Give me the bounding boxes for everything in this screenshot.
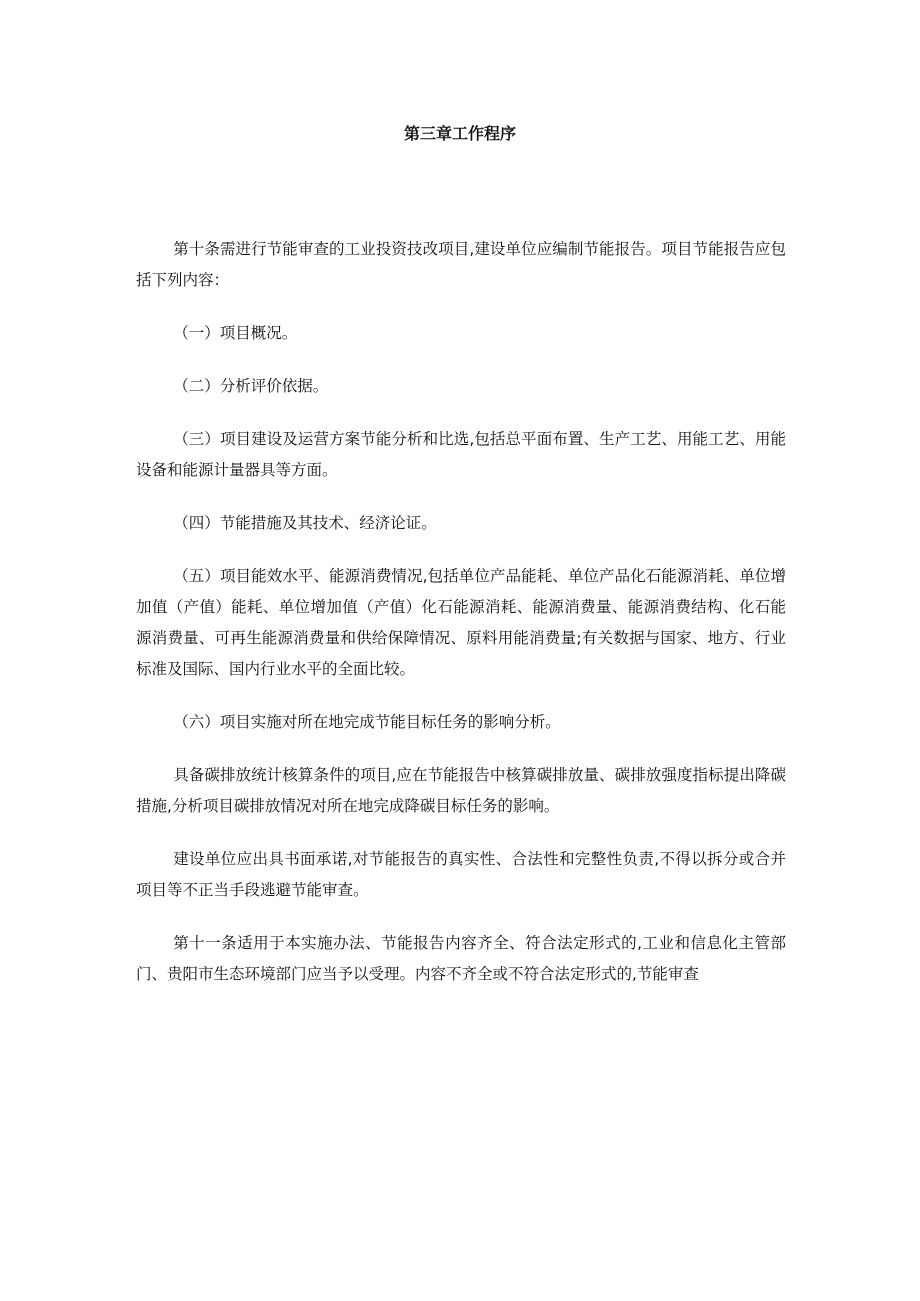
document-body (136, 234, 786, 1012)
paragraph-item-3: （三）项目建设及运营方案节能分析和比选,包括总平面布置、生产工艺、用能工艺、用能设备和能源计量器具等方面。 (136, 430, 786, 479)
paragraph-item-5: （五）项目能效水平、能源消费情况,包括单位产品能耗、单位产品化石能源消耗、单位增加值（产值）能耗、单位增加值（产值）化石能源消耗、能源消费量、能源消费结构、化石能源消费量、可再生能源消费量和供给保障情况、原料用能消费量;有关数据与国家、地方、行业标准及国际、国内行业水平的全面比较。 (136, 567, 786, 678)
paragraph-article-10: 第十条需进行节能审查的工业投资技改项目,建设单位应编制节能报告。项目节能报告应包括下列内容： (136, 240, 786, 289)
chapter-title: 第三章工作程序 (403, 124, 516, 143)
paragraph-commitment: 建设单位应出具书面承诺,对节能报告的真实性、合法性和完整性负责,不得以拆分或合并项目等不正当手段逃避节能审查。 (136, 850, 786, 899)
paragraph-item-4: （四）节能措施及其技术、经济论证。 (173, 514, 437, 532)
paragraph-carbon: 具备碳排放统计核算条件的项目,应在节能报告中核算碳排放量、碳排放强度指标提出降碳措施,分析项目碳排放情况对所在地完成降碳目标任务的影响。 (136, 766, 786, 815)
paragraph-item-1: （一）项目概况。 (173, 324, 298, 342)
paragraph-item-6: （六）项目实施对所在地完成节能目标任务的影响分析。 (173, 713, 561, 731)
paragraph-article-11: 第十一条适用于本实施办法、节能报告内容齐全、符合法定形式的,工业和信息化主管部门、贵阳市生态环境部门应当予以受理。内容不齐全或不符合法定形式的,节能审查 (136, 934, 786, 983)
paragraph-item-2: （二）分析评价依据。 (173, 377, 329, 395)
